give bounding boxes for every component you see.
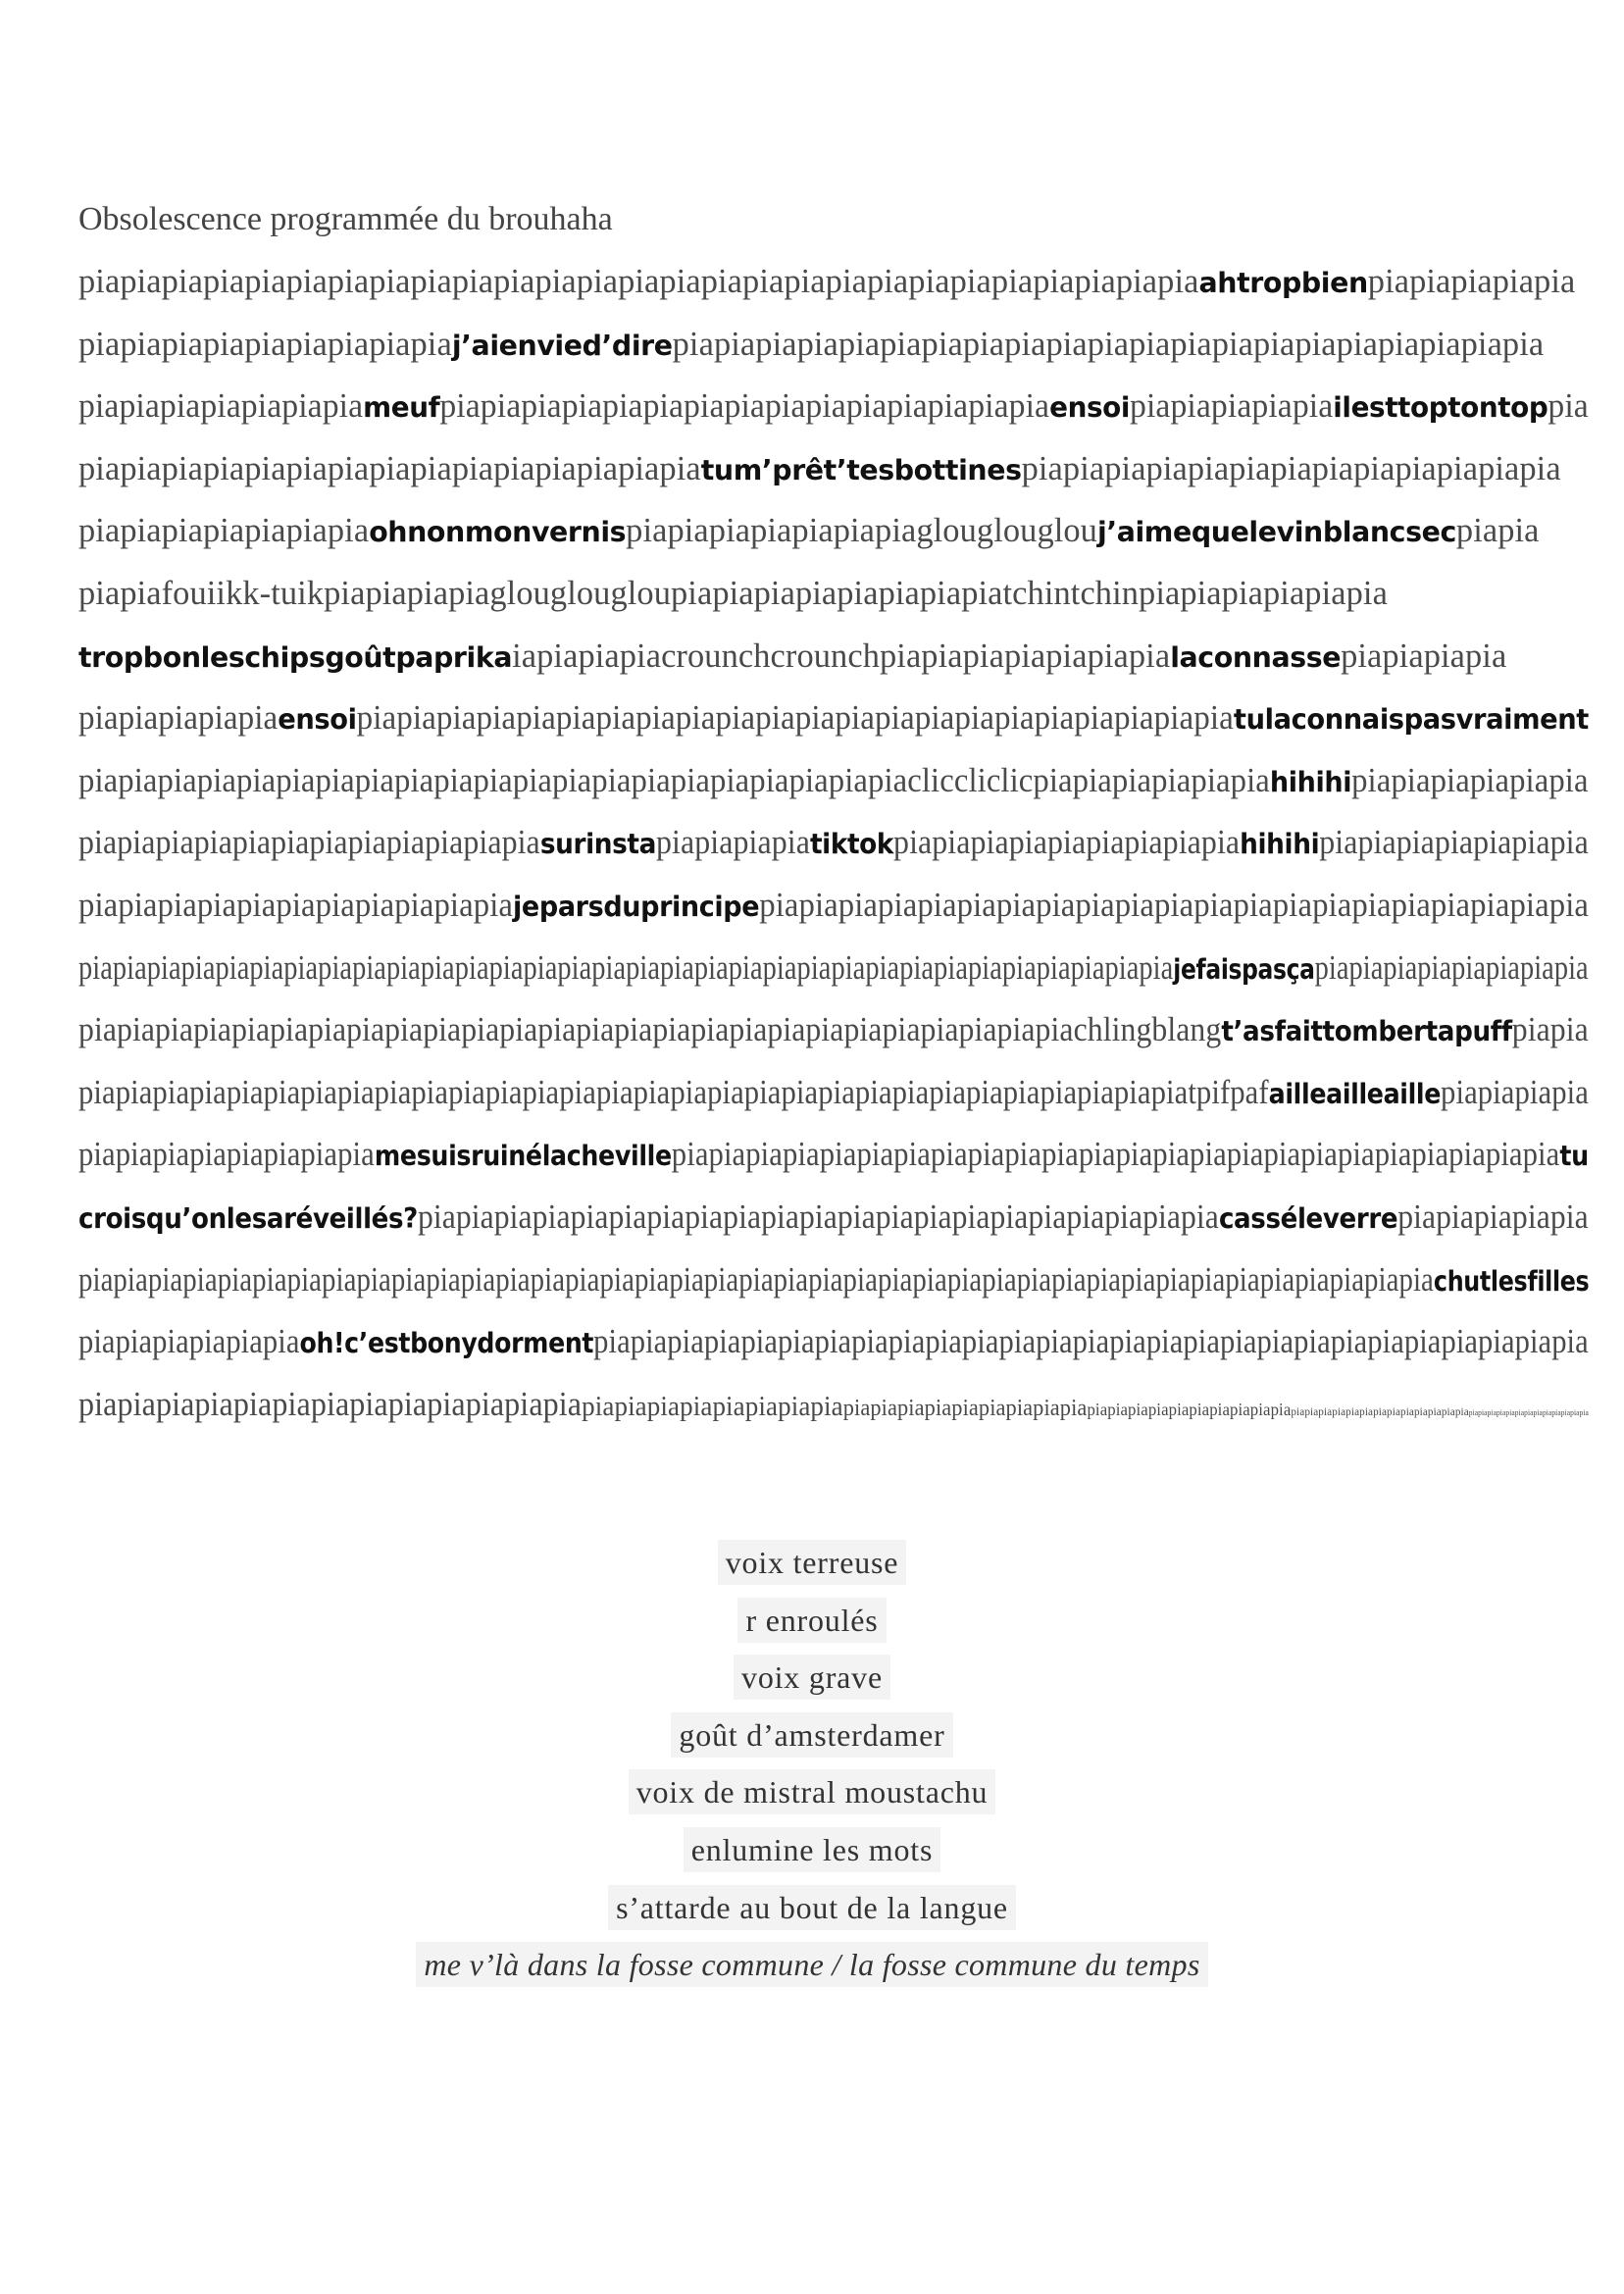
poem-title: Obsolescence programmée du brouhaha bbox=[78, 201, 613, 237]
stanza-line bbox=[0, 1540, 1624, 1598]
stanza-line bbox=[0, 1885, 1624, 1943]
bold-phrase: j’aienvied’dire bbox=[451, 329, 673, 362]
chatter-text: piapiapiapiapiapiapiapiapiapia bbox=[1087, 1399, 1292, 1419]
bold-phrase: j’aimequelevinblancsec bbox=[1096, 516, 1456, 549]
chatter-text: piapiapiapiapiapiapiapiapiapiapiapiapiapiapiapiapiapiapiapiapiapiapiapiapiapiapiapiapiapiapiapia bbox=[78, 948, 1174, 987]
stanza-line bbox=[0, 1655, 1624, 1712]
poem-line bbox=[78, 1068, 1589, 1131]
chatter-text: piapiapiapiapia bbox=[1367, 263, 1576, 300]
chatter-text: piapiapiapiapiapiapiapiapiapiapiapiapiapiapiapiapiapiapiapiapiapiapiapiapiapiachlingblang bbox=[78, 1011, 1222, 1049]
stanza-text: voix de mistral moustachu bbox=[629, 1769, 996, 1814]
chatter-text: piapiafouiikk-tuikpiapiapiapiaglouglougloupiapiapiapiapiapiapiapiatchintchinpiapiapiapiapiapia bbox=[78, 574, 1388, 612]
bold-phrase: ensoi bbox=[278, 703, 357, 737]
highlighted-stanza bbox=[0, 1540, 1624, 2000]
bold-phrase: tu bbox=[1559, 1140, 1589, 1173]
bold-phrase: meuf bbox=[363, 391, 440, 425]
poem-line bbox=[78, 257, 1589, 320]
bold-phrase: casséleverre bbox=[1218, 1201, 1398, 1235]
stanza-line bbox=[0, 1598, 1624, 1656]
chatter-text: piapiapiapiapiapiapiapiapiapiapiapiapiapiapiapiapiapiapiapiapiapiapiapiapiapiapia bbox=[78, 263, 1199, 300]
chatter-text: piapiapiapiapiapiapiapiapiapiapiapiapiapiapiapiapiapiapiapiapiapiapiapiapiapiapiapiapiapiapiapiapiapiapiapiapiapiapia bbox=[78, 1260, 1434, 1299]
chatter-text: piapiapiapiapia bbox=[1130, 387, 1334, 426]
chatter-text: piapiapiapia bbox=[1341, 637, 1507, 675]
poem-line bbox=[78, 1130, 1589, 1193]
bold-phrase: oh!c’estbonydorment bbox=[299, 1327, 594, 1360]
chatter-text: piapiapiapiapiapiapiapiapiapiapiapiapiapiapiapiapiapiapiapiapiapiapiapiapiapiapia bbox=[593, 1323, 1589, 1361]
chatter-text: piapiapiapiapiapiapia bbox=[1319, 824, 1589, 862]
stanza-text: voix grave bbox=[734, 1655, 890, 1700]
chatter-text: piapiapiapia bbox=[656, 824, 810, 862]
chatter-text: piapiapiapiapiapiapia bbox=[78, 387, 364, 426]
chatter-text: piapiapiapiapiapiapiaglouglouglou bbox=[626, 512, 1097, 550]
stanza-text: goût d’amsterdamer bbox=[671, 1712, 952, 1758]
chatter-text: piapiapiapiapiapiapiapiapiapiapiapia bbox=[78, 824, 540, 862]
bold-phrase: laconnasse bbox=[1170, 640, 1342, 674]
bold-phrase: chutlesfilles bbox=[1433, 1264, 1590, 1298]
stanza-text: s’attarde au bout de la langue bbox=[608, 1885, 1016, 1930]
chatter-text: piapiapiapiapiapiapiapiapiapiapiapiapia bbox=[1021, 449, 1561, 487]
bold-phrase: hihihi bbox=[1240, 828, 1320, 861]
chatter-text: piapiapiapiapiapiapiapiapia bbox=[893, 824, 1241, 862]
bold-phrase: hihihi bbox=[1269, 765, 1352, 798]
chatter-text: pia bbox=[1548, 387, 1589, 426]
stanza-text: enlumine les mots bbox=[684, 1827, 940, 1872]
stanza-text: r enroulés bbox=[737, 1598, 886, 1643]
bold-phrase: jeparsduprincipe bbox=[513, 890, 760, 923]
bold-phrase: croisqu’onlesaréveillés? bbox=[78, 1201, 418, 1235]
chatter-text: piapiapiapiapiapiapiapiapia bbox=[842, 1395, 1088, 1421]
poem-line bbox=[78, 1255, 1590, 1318]
poem-line bbox=[78, 569, 1589, 632]
poem-line bbox=[78, 1380, 1589, 1443]
chatter-text: piapiapiapiapiapiapiapiapiapiapiapiapia bbox=[78, 1385, 583, 1423]
poem-line bbox=[78, 881, 1590, 943]
chatter-text: piapiapiapiapiapiapiapiapiapiapiapiapiapiapia bbox=[78, 449, 701, 487]
poem-line bbox=[78, 1193, 1589, 1255]
chatter-text: piapiapiapiapiapiapiapiapiapiapiapiapia bbox=[1291, 1403, 1469, 1418]
chatter-text: piapiapiapiapiapiapiapiapia bbox=[78, 325, 452, 363]
poem-line bbox=[78, 818, 1589, 881]
bold-phrase: ilesttoptontop bbox=[1333, 391, 1548, 425]
stanza-text: voix terreuse bbox=[718, 1540, 907, 1585]
stanza-line bbox=[0, 1942, 1624, 2000]
poem-line bbox=[78, 444, 1589, 507]
chatter-text: piapiapiapiapiapiapia bbox=[78, 512, 370, 550]
chatter-text: piapia bbox=[1511, 1011, 1589, 1049]
chatter-text: piapia bbox=[1455, 512, 1540, 550]
poem-line bbox=[78, 320, 1589, 382]
chatter-text: piapiapiapiapiapiapiapiapiapiapiapiapiapiapiapiapiapiapiapiapiapiapiapia bbox=[671, 1136, 1560, 1174]
bold-phrase: ailleailleaille bbox=[1268, 1077, 1442, 1110]
poem-line bbox=[78, 756, 1589, 819]
chatter-text: piapiapiapiapiapiapiapiapiapiapiapiapiapiapiapiapiapiapiapiapiacliccliclicpiapiapiapiapiapia bbox=[78, 761, 1270, 799]
poem-line bbox=[78, 943, 1589, 1006]
chatter-text: piapiapiapiapiapiapiapia bbox=[78, 1136, 375, 1174]
poem-line bbox=[78, 506, 1589, 569]
stanza-line bbox=[0, 1769, 1624, 1827]
chatter-text: piapiapiapiapiapiapiapiapiapiapiapiapiapiapia bbox=[439, 387, 1050, 426]
stanza-line bbox=[0, 1712, 1624, 1770]
chatter-text: piapiapiapiapia bbox=[1397, 1198, 1589, 1236]
chatter-text: piapiapiapiapiapia bbox=[1351, 761, 1589, 799]
chatter-text: piapiapiapiapiapiapiapiapiapiapiapiapiapiapiapiapiapiapiapiapia bbox=[759, 886, 1590, 924]
chatter-text: piapiapiapiapiapiapiapiapiapiapia bbox=[78, 886, 514, 924]
bold-phrase: tulaconnaispasvraiment bbox=[1233, 703, 1589, 737]
bold-phrase: ohnonmonvernis bbox=[369, 516, 627, 549]
bold-phrase: t’asfaittombertapuff bbox=[1221, 1015, 1512, 1048]
chatter-text: piapiapiapiapiapia bbox=[78, 1323, 300, 1361]
bold-phrase: ahtropbien bbox=[1198, 267, 1368, 299]
poem-line bbox=[78, 693, 1589, 756]
bold-phrase: mesuisruinélacheville bbox=[374, 1140, 672, 1173]
chatter-text: piapiapiapiapiapiapiapiapiapiapiapiapia bbox=[1468, 1407, 1589, 1417]
poem-line bbox=[78, 1317, 1589, 1380]
bold-phrase: tropbonleschipsgoûtpaprika bbox=[78, 640, 513, 674]
bold-phrase: tum’prêt’tesbottines bbox=[700, 453, 1022, 486]
chatter-text: piapiapiapiapiapiapiapia bbox=[582, 1390, 843, 1422]
stanza-line bbox=[0, 1827, 1624, 1885]
poem-line bbox=[78, 632, 1589, 694]
chatter-text: piapiapiapia bbox=[1441, 1073, 1589, 1111]
chatter-text: piapiapiapiapiapiapiapiapiapiapiapiapiapiapiapiapiapiapiapiapia bbox=[417, 1198, 1219, 1236]
poem-body bbox=[78, 257, 1589, 1442]
chatter-text: piapiapiapiapiapiapiapia bbox=[1314, 948, 1589, 987]
poem-line bbox=[78, 1005, 1589, 1068]
bold-phrase: ensoi bbox=[1049, 391, 1131, 425]
poem-line bbox=[78, 382, 1589, 444]
bold-phrase: surinsta bbox=[539, 828, 657, 861]
chatter-text: piapiapiapiapia bbox=[78, 699, 279, 738]
chatter-text: piapiapiapiapiapiapiapiapiapiapiapiapiapiapiapiapiapiapiapiapiapia bbox=[356, 699, 1234, 738]
bold-phrase: tiktok bbox=[809, 828, 894, 861]
chatter-text: piapiapiapiapiapiapiapiapiapiapiapiapiapiapiapiapiapiapiapiapia bbox=[672, 325, 1545, 363]
chatter-text: iapiapiapiacrounchcrounchpiapiapiapiapiapiapia bbox=[512, 637, 1171, 675]
bold-phrase: jefaispasça bbox=[1173, 952, 1315, 986]
stanza-text: me v’là dans la fosse commune / la fosse commune du temps bbox=[416, 1942, 1207, 1987]
chatter-text: piapiapiapiapiapiapiapiapiapiapiapiapiapiapiapiapiapiapiapiapiapiapiapiapiapiapiapiapiapiatpifpaf bbox=[78, 1073, 1269, 1111]
